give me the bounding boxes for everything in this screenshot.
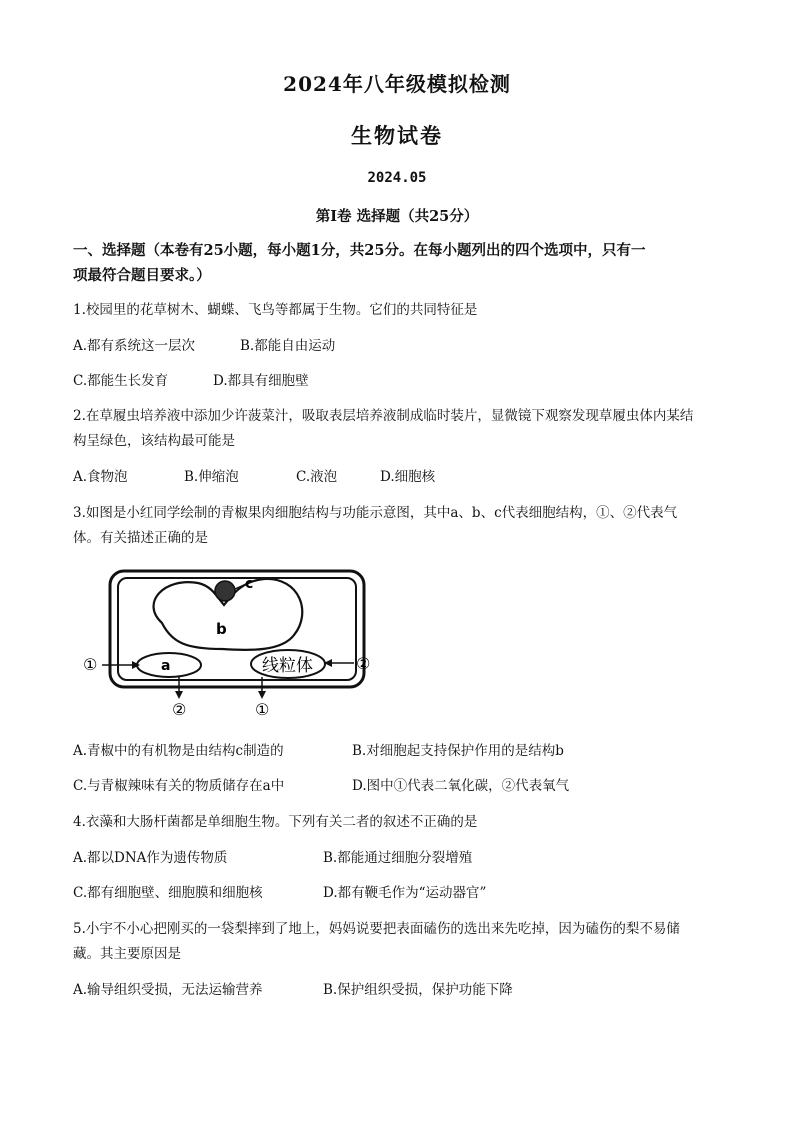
question-4-option-b[interactable]: B.都能通过细胞分裂增殖 [323,850,473,866]
question-2-option-d[interactable]: D.细胞核 [380,469,436,485]
question-5-option-a[interactable]: A.输导组织受损，无法运输营养 [73,982,263,998]
section-line-1: 一、选择题（本卷有25小题，每小题1分，共25分。在每小题列出的四个选项中，只有一 [73,242,646,259]
question-4-option-d[interactable]: D.都有鞭毛作为“运动器官” [323,885,487,901]
section-line-2: 项最符合题目要求。） [73,267,211,284]
question-2-option-b[interactable]: B.伸缩泡 [184,469,239,485]
question-1-option-c[interactable]: C.都能生长发育 [73,373,169,389]
label-mitochondria: 线粒体 [262,656,313,676]
gas-label-1-bottom: ① [255,700,270,719]
question-5-stem-line-1: 5.小宇不小心把刚买的一袋梨摔到了地上，妈妈说要把表面磕伤的选出来先吃掉，因为磕伤的梨不易储 [73,921,680,937]
question-4-option-a[interactable]: A.都以DNA作为遗传物质 [73,850,228,866]
question-3-stem-line-2: 体。有关描述正确的是 [73,530,208,546]
question-1-stem: 1.校园里的花草树木、蝴蝶、飞鸟等都属于生物。它们的共同特征是 [73,302,478,318]
question-3-option-d[interactable]: D.图中①代表二氧化碳，②代表氧气 [352,778,570,794]
question-5-stem-line-2: 藏。其主要原因是 [73,946,181,962]
question-4-option-c[interactable]: C.都有细胞壁、细胞膜和细胞核 [73,885,263,901]
exam-date: 2024.05 [367,170,427,186]
question-2-stem-line-2: 构呈绿色，该结构最可能是 [73,433,235,449]
exam-title: 2024年八年级模拟检测 [283,72,511,96]
section-instructions [73,238,723,288]
question-2-stem-line-1: 2.在草履虫培养液中添加少许菠菜汁，吸取表层培养液制成临时装片，显微镜下观察发现草履虫体内某结 [73,408,694,424]
question-3-option-b[interactable]: B.对细胞起支持保护作用的是结构b [352,743,564,759]
arrow-1-out-head [258,691,266,699]
label-c: c [245,576,254,592]
question-1-option-b[interactable]: B.都能自由运动 [240,338,336,354]
arrow-2-out-head [175,691,183,699]
question-1-option-a[interactable]: A.都有系统这一层次 [73,338,196,354]
gas-label-2-bottom: ② [172,700,187,719]
gas-label-1-left: ① [83,655,98,674]
question-3-stem-line-1: 3.如图是小红同学绘制的青椒果肉细胞结构与功能示意图，其中a、b、c代表细胞结构，①、②代表气 [73,505,678,521]
volume-heading: 第Ⅰ卷 选择题（共25分） [315,208,479,225]
question-3-option-c[interactable]: C.与青椒辣味有关的物质储存在a中 [73,778,285,794]
question-4-stem: 4.衣藻和大肠杆菌都是单细胞生物。下列有关二者的叙述不正确的是 [73,814,478,830]
question-2-option-c[interactable]: C.液泡 [296,469,338,485]
cell-diagram [72,563,372,723]
question-3-option-a[interactable]: A.青椒中的有机物是由结构c制造的 [73,743,284,759]
nucleus-shape [215,581,235,601]
label-a: a [161,658,171,674]
label-b: b [216,620,227,638]
gas-label-2-right: ② [356,654,371,673]
exam-subtitle: 生物试卷 [351,123,443,148]
question-1-option-d[interactable]: D.都具有细胞壁 [213,373,309,389]
question-2-option-a[interactable]: A.食物泡 [73,469,128,485]
question-5-option-b[interactable]: B.保护组织受损，保护功能下降 [323,982,513,998]
cell-membrane-outline [118,578,356,680]
